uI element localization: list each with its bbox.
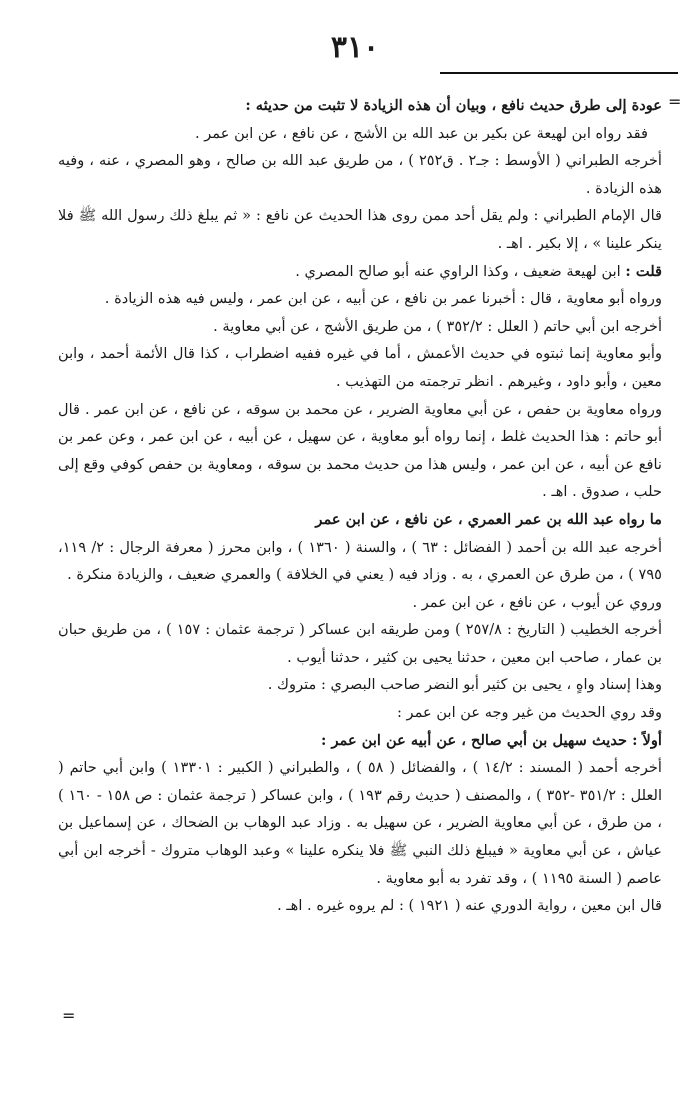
paragraph: وقد روي الحديث من غير وجه عن ابن عمر :	[397, 704, 662, 722]
paragraph: أخرجه عبد الله بن أحمد ( الفضائل : ٦٣ ) ، والسنة ( ١٣٦٠ ) ، وابن محرز ( معرفة الرجال : ٢/ ١١٩، ٧٩٥ ) ، من طرق عن العمري ، به . وزاد فيه ( يعني في الخلافة ) والعمري ضعيف ، والزيادة منكرة .	[58, 538, 662, 584]
paragraph: قال ابن معين ، رواية الدوري عنه ( ١٩٢١ ) : لم يروه غيره . اهـ .	[277, 897, 662, 915]
paragraph: أخرجه ابن أبي حاتم ( العلل : ٣٥٢/٢ ) ، من طريق الأشج ، عن أبي معاوية .	[213, 317, 662, 335]
paragraph: أخرجه الطبراني ( الأوسط : جـ٢ . ق٢٥٢ ) ، من طريق عبد الله بن صالح ، وهو المصري ، عنه ، وفيه هذه الزيادة .	[58, 152, 662, 197]
qultu-label: قلت :	[625, 262, 662, 280]
qultu-text: ابن لهيعة ضعيف ، وكذا الراوي عنه أبو صالح المصري .	[295, 262, 626, 280]
side-mark-top: =	[668, 92, 682, 111]
paragraph-qultu	[58, 258, 662, 286]
paragraph: أخرجه أحمد ( المسند : ١٤/٢ ) ، والفضائل ( ٥٨ ) ، والطبراني ( الكبير : ١٣٣٠١ ) وابن أبي حاتم ( العلل : ٣٥١/٢ -٣٥٢ ) ، والمصنف ( حديث رقم ١٩٣ ) ، وابن عساكر ( ترجمة عثمان : ص ١٥٨ - ١٦٠ ) ، من طرق ، عن أبي معاوية الضرير ، عن سهيل به . وزاد عبد الوهاب بن الضحاك ، عن إسماعيل بن عياش ، عن أبي معاوية « فيبلغ ذلك النبي ﷺ فلا ينكره علينا » وعبد الوهاب متروك - أخرجه ابن أبي عاصم ( السنة ١١٩٥ ) ، وقد تفرد به أبو معاوية .	[58, 759, 662, 887]
section-heading-suhayl: أولاً : حديث سهيل بن أبي صالح ، عن أبيه عن ابن عمر :	[320, 731, 662, 749]
paragraph: وأبو معاوية إنما ثبتوه في حديث الأعمش ، أما في غيره ففيه اضطراب ، كذا قال الأئمة أحمد ، وابن معين ، وأبو داود ، وغيرهم . انظر ترجمته من التهذيب .	[58, 345, 662, 390]
section-heading-umari: ما رواه عبد الله بن عمر العمري ، عن نافع ، عن ابن عمر	[315, 510, 662, 528]
paragraph: قال الإمام الطبراني : ولم يقل أحد ممن روى هذا الحديث عن نافع : « ثم يبلغ ذلك رسول الله ﷺ فلا ينكر علينا » ، إلا بكير . اهـ .	[58, 207, 662, 252]
paragraph: أخرجه الخطيب ( التاريخ : ٢٥٧/٨ ) ومن طريقه ابن عساكر ( ترجمة عثمان : ١٥٧ ) ، من طريق حبان بن عمار ، صاحب ابن معين ، حدثنا يحيى بن كثير ، حدثنا أيوب .	[58, 621, 662, 666]
section-heading-nafi-routes: عودة إلى طرق حديث نافع ، وبيان أن هذه الزيادة لا تثبت من حديثه :	[245, 97, 662, 114]
paragraph: وهذا إسناد واهٍ ، يحيى بن كثير أبو النضر صاحب البصري : متروك .	[267, 676, 662, 694]
page-number: ٣١٠	[330, 30, 380, 65]
header-rule	[440, 72, 678, 74]
paragraph: وروي عن أيوب ، عن نافع ، عن ابن عمر .	[412, 593, 662, 611]
page-body	[58, 92, 662, 1052]
paragraph: ورواه أبو معاوية ، قال : أخبرنا عمر بن نافع ، عن أبيه ، عن ابن عمر ، وليس فيه هذه الزيادة .	[104, 290, 662, 308]
side-mark-bottom: =	[62, 1006, 76, 1025]
paragraph: فقد رواه ابن لهيعة عن بكير بن عبد الله بن الأشج ، عن نافع ، عن ابن عمر .	[194, 124, 648, 142]
paragraph: ورواه معاوية بن حفص ، عن أبي معاوية الضرير ، عن محمد بن سوقه ، عن نافع ، عن ابن عمر . قال أبو حاتم : هذا الحديث غلط ، إنما رواه أبو معاوية ، عن سهيل ، عن أبيه ، عن ابن عمر ، وعن عمر بن نافع عن أبيه ، عن ابن عمر ، وليس هذا من حديث محمد بن سوقه ، ومعاوية بن حفص كوفي وقع إلى حلب ، صدوق . اهـ .	[58, 400, 662, 501]
